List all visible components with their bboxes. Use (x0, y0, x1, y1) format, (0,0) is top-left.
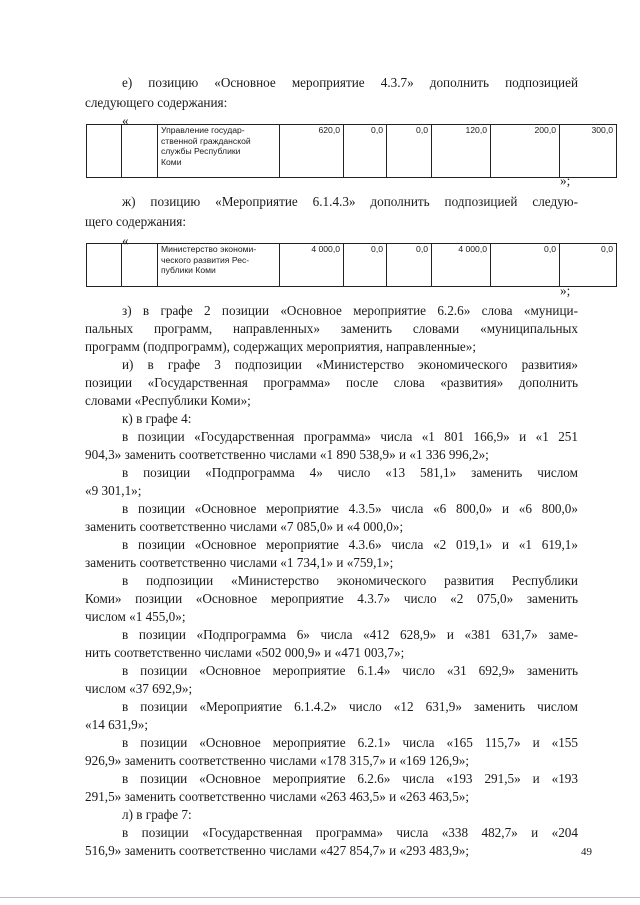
text-line: в позиции «Основное мероприятие 6.2.6» числа «193 291,5» и «193 (122, 771, 578, 786)
table-cell-empty (122, 244, 158, 287)
text-line: пальных программ, направленных» заменить словами «муниципальных (85, 321, 578, 336)
close-quote: »; (560, 283, 571, 298)
text-line: в позиции «Основное мероприятие 4.3.5» числа «6 800,0» и «6 800,0» (122, 501, 578, 516)
text-line: Коми» позиции «Основное мероприятие 4.3.7» число «2 075,0» заменить (85, 591, 578, 606)
table-cell-empty (122, 125, 158, 178)
text-line: в подпозиции «Министерство экономического развития Республики (122, 573, 578, 588)
text-line: к) в графе 4: (122, 411, 192, 426)
text-line: числом «37 692,9»; (85, 681, 193, 696)
text-line: 904,3» заменить соответственно числами «1 890 538,9» и «1 336 996,2»; (85, 447, 489, 462)
text-line: в позиции «Государственная программа» числа «338 482,7» и «204 (122, 825, 578, 840)
open-quote: « (122, 113, 129, 128)
table-cell-organization (158, 244, 280, 287)
text-line: л) в графе 7: (122, 807, 192, 822)
org-line: публики Коми (161, 265, 216, 275)
table-cell-value: 0,0 (387, 125, 432, 178)
org-line: ственной гражданской (161, 135, 251, 146)
text-line: числом «1 455,0»; (85, 609, 186, 624)
table-cell-value: 620,0 (280, 125, 344, 178)
text-line: в позиции «Основное мероприятие 6.2.1» числа «165 115,7» и «155 (122, 735, 578, 750)
text-line: нить соответственно числами «502 000,9» и «471 003,7»; (85, 645, 405, 660)
text-line: словами «Республики Коми»; (85, 393, 251, 408)
text-line: в позиции «Основное мероприятие 6.1.4» число «31 692,9» заменить (122, 663, 578, 678)
org-line: службы Республики (161, 146, 241, 156)
table-cell-empty (87, 125, 122, 178)
text-line: в позиции «Мероприятие 6.1.4.2» число «12 631,9» заменить числом (122, 699, 578, 714)
table-cell-value: 0,0 (491, 244, 560, 287)
table-cell-value: 0,0 (344, 125, 387, 178)
text-line: щего содержания: (85, 214, 187, 229)
text-line: «9 301,1»; (85, 483, 142, 498)
table-cell-value: 0,0 (387, 244, 432, 287)
table-cell-empty (87, 244, 122, 287)
close-quote: »; (560, 173, 571, 188)
text-line: позиции «Государственная программа» после слова «развития» дополнить (85, 375, 578, 390)
text-line: з) в графе 2 позиции «Основное мероприятие 6.2.6» слова «муници- (122, 303, 578, 318)
insert-table-2 (86, 243, 617, 287)
org-line: Управление государ- (161, 125, 245, 135)
org-line: Министерство экономи- (161, 244, 257, 254)
text-line: заменить соответственно числами «7 085,0» и «4 000,0»; (85, 519, 404, 534)
text-line: 926,9» заменить соответственно числами «178 315,7» и «169 126,9»; (85, 753, 470, 768)
text-line: в позиции «Подпрограмма 4» число «13 581,1» заменить числом (122, 465, 578, 480)
text-line: в позиции «Подпрограмма 6» числа «412 628,9» и «381 631,7» заме- (122, 627, 578, 642)
text-line: 516,9» заменить соответственно числами «427 854,7» и «293 483,9»; (85, 843, 470, 858)
org-line: ческого развития Рес- (161, 254, 250, 265)
table-cell-organization (158, 125, 280, 178)
org-line: Коми (161, 156, 182, 167)
table-cell-value: 120,0 (432, 125, 491, 178)
open-quote: « (122, 233, 129, 248)
table-cell-value: 0,0 (344, 244, 387, 287)
text-line: программ (подпрограмм), содержащих мероприятия, направленные»; (85, 339, 476, 354)
table-cell-value: 200,0 (491, 125, 560, 178)
text-line: ж) позицию «Мероприятие 6.1.4.3» дополнить подпозицией следую- (122, 194, 578, 209)
text-line: е) позицию «Основное мероприятие 4.3.7» дополнить подпозицией (122, 75, 578, 90)
text-line: и) в графе 3 подпозиции «Министерство экономического развития» (122, 357, 578, 372)
table-cell-value: 300,0 (560, 125, 617, 178)
text-line: в позиции «Основное мероприятие 4.3.6» числа «2 019,1» и «1 619,1» (122, 537, 578, 552)
text-line: в позиции «Государственная программа» числа «1 801 166,9» и «1 251 (122, 429, 578, 444)
text-line: «14 631,9»; (85, 717, 149, 732)
table-cell-value: 0,0 (560, 244, 617, 287)
text-line: 291,5» заменить соответственно числами «263 463,5» и «263 463,5»; (85, 789, 470, 804)
page-number: 49 (581, 846, 592, 858)
insert-table-1 (86, 124, 617, 178)
table-cell-value: 4 000,0 (432, 244, 491, 287)
table-cell-value: 4 000,0 (280, 244, 344, 287)
scan-edge-divider (0, 897, 640, 898)
text-line: следующего содержания: (85, 95, 228, 110)
text-line: заменить соответственно числами «1 734,1» и «759,1»; (85, 555, 394, 570)
